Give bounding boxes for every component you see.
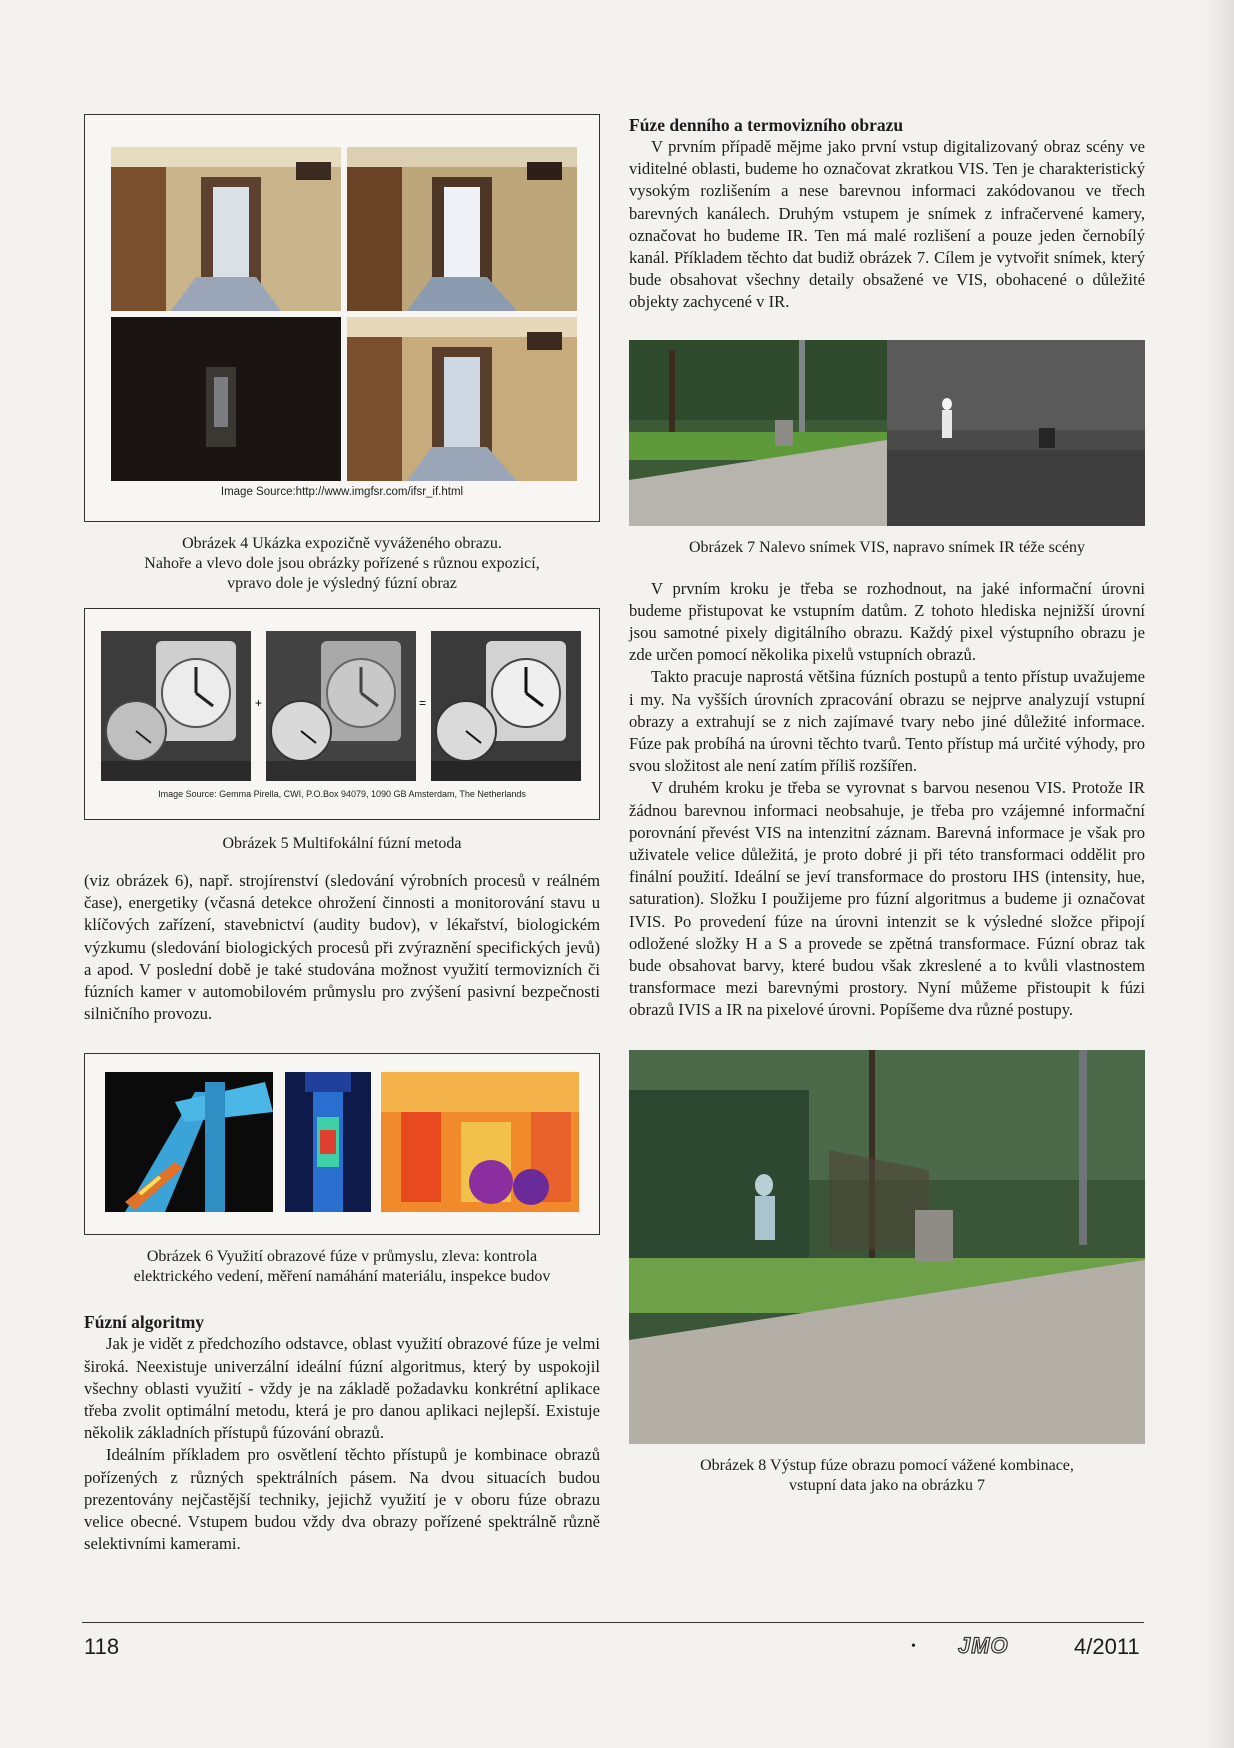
algorithms-paragraph-1: Jak je vidět z předchozího odstavce, oblast využití obrazové fúze je velmi široká. Neexistuje univerzální ideální fúzní algoritmus, který by uspokojil všechny oblasti využití - vždy je na základě požadavku konkrétní aplikace třeba zvolit optimální metodu, která je pro danou aplikaci nejlepší. Existuje několik základních přístupů fúzování obrazů.: [84, 1334, 600, 1443]
fig5-equals-sign: =: [419, 696, 427, 710]
figure-8-caption-line-1: Obrázek 8 Výstup fúze obrazu pomocí vážené kombinace,: [700, 1456, 1074, 1474]
figure-7-caption: Obrázek 7 Nalevo snímek VIS, napravo snímek IR téže scény: [688, 538, 1086, 556]
page-number: 118: [84, 1634, 120, 1659]
figure-4-caption-line-1: Obrázek 4 Ukázka expozičně vyváženého obrazu.: [182, 535, 502, 552]
fig6-building-thermal: [381, 1072, 579, 1212]
figure-5-caption: Obrázek 5 Multifokální fúzní metoda: [222, 835, 462, 852]
right-paragraph-3: V druhém kroku je třeba se vyrovnat s barvou nesenou VIS. Protože IR žádnou barevnou informaci neobsahuje, je třeba pro vzájemné informační porovnání převést VIS na intenzitní záznam. Barevná informace je však pro uživatele velice důležitá, je proto dobré ji při této transformaci oddělit pro finální použití. Ideální se jeví transformace do prostoru IHS (intensity, hue, saturation). Složku I použijeme pro fúzní algoritmus a budeme ji označovat IVIS. Po provedení fúze na úrovni intenzit se k výsledné složce připojí odložené složky H a S a provede se zpětná transformace. Fúzní obraz tak bude obsahovat barvy, které budou však zkreslené a to kvůli vlastnostem transformace mezi barevnými prostory. Nyní můžeme přistoupit k fúzi obrazů IVIS a IR na pixelové úrovni. Popíšeme dva různé postupy.: [629, 778, 1145, 1020]
right-column: [629, 114, 1145, 1496]
footer-dot: •: [911, 1639, 916, 1654]
figure-8: [629, 1050, 1145, 1444]
figure-4-caption: [84, 534, 600, 594]
figure-6: [84, 1053, 600, 1235]
left-paragraph-applications: (viz obrázek 6), např. strojírenství (sledování výrobních procesů v reálném čase), energetiky (včasná detekce ohrožení činnosti a monitorování stavu u klíčových zařízení, stavebnictví (audity budov), v lékařství, biologickém výzkumu (sledování biologických procesů při zvýraznění specifických jevů) a apod. V poslední době je také studována možnost využití termovizních či fúzních kamer v automobilovém průmyslu pro zvýšení pasivní bezpečnosti silničního provozu.: [84, 871, 600, 1024]
fig4-photo-top-left: [111, 147, 341, 311]
issue-number: 4/2011: [1074, 1634, 1140, 1659]
figure-4: [84, 114, 600, 522]
figure-4-photos: [85, 115, 599, 521]
page-edge-shadow: [1204, 0, 1234, 1748]
left-column: [84, 114, 600, 1555]
footer-rule: [82, 1622, 1144, 1623]
figure-5-source: Image Source: Gemma Pirella, CWI, P.O.Box 94079, 1090 GB Amsterdam, The Netherlands: [158, 789, 526, 799]
fig4-photo-bottom-right: [347, 317, 577, 481]
figure-4-caption-line-2: Nahoře a vlevo dole jsou obrázky pořízené s různou expozicí,: [144, 555, 540, 572]
fig5-clock-photo-3: [431, 631, 581, 781]
fig7-vis-image: [629, 340, 887, 526]
section-heading-day-thermal-fusion: Fúze denního a termovizního obrazu: [629, 115, 904, 135]
figure-4-caption-line-3: vpravo dole je výsledný fúzní obraz: [227, 575, 457, 592]
fig5-clock-photo-2: [266, 631, 416, 781]
journal-logo: JMO: [958, 1633, 1009, 1658]
right-paragraph-1: V prvním kroku je třeba se rozhodnout, na jaké informační úrovni budeme přistupovat ke vstupním datům. Z tohoto hlediska nejnižší úrovní jsou samotné pixely digitálního obrazu. Každý pixel výstupního obrazu je zde určen pomocí několika pixelů vstupních obrazů.: [629, 578, 1145, 665]
figure-6-caption-line-1: Obrázek 6 Využití obrazové fúze v průmyslu, zleva: kontrola: [146, 1248, 538, 1266]
fusion-paragraph-1: V prvním případě mějme jako první vstup digitalizovaný obraz scény ve viditelné oblasti, budeme ho označovat zkratkou VIS. Ten je charakteristický vysokým rozlišením a nese barevnou informaci zakódovanou ve třech barevných kanálech. Druhým vstupem je snímek z infračervené kamery, označovat ho budeme IR. Ten má malé rozlišení a pouze jeden černobílý kanál. Příkladem těchto dat budiž obrázek 7. Cílem je vytvořit snímek, který bude obsahovat všechny detaily obsažené ve VIS, obohacené o důležité objekty zachycené v IR.: [629, 137, 1145, 312]
fig6-material-stress-thermal: [285, 1072, 371, 1212]
fig6-power-line-thermal: [105, 1072, 273, 1212]
figure-8-caption-line-2: vstupní data jako na obrázku 7: [789, 1476, 985, 1494]
right-paragraph-2: Takto pracuje naprostá většina fúzních postupů a tento přístup uvažujeme i my. Na vyšších úrovních zpracování obrazu se nejprve analyzují vstupní obrazy a extrahují se z nich zajímavé tvary nebo jiné důležité informace. Fúze pak probíhá na úrovni těchto tvarů. Tento přístup má určité výhody, pro svou složitost ale není zatím příliš rozšířen.: [629, 667, 1145, 776]
figure-4-source: Image Source:http://www.imgfsr.com/ifsr_if.html: [220, 486, 464, 498]
algorithms-paragraph-2: Ideálním příkladem pro osvětlení těchto přístupů je kombinace obrazů pořízených z různých spektrálních pásem. Na dvou situacích budou prezentovány nejčastější techniky, jejichž využití je v oboru fúze obrazu velice obecné. Vstupem budou vždy dva obrazy pořízené spektrálně různě selektivními kamerami.: [84, 1445, 600, 1554]
fig5-plus-sign: +: [255, 696, 263, 710]
figure-5: [84, 608, 600, 820]
figure-6-caption: [84, 1247, 600, 1287]
fig7-ir-image: [887, 340, 1145, 526]
figure-6-photos: [85, 1054, 599, 1234]
figure-5-photos: [85, 609, 599, 819]
figure-7: [629, 340, 1145, 526]
fig4-photo-top-right: [347, 147, 577, 311]
figure-6-caption-line-2: elektrického vedení, měření namáhání materiálu, inspekce budov: [133, 1268, 551, 1286]
figure-8-caption: [629, 1456, 1145, 1496]
section-heading-fusion-algorithms: Fúzní algoritmy: [84, 1312, 205, 1333]
fig5-clock-photo-1: [101, 631, 251, 781]
fig4-photo-bottom-left: [111, 317, 341, 481]
